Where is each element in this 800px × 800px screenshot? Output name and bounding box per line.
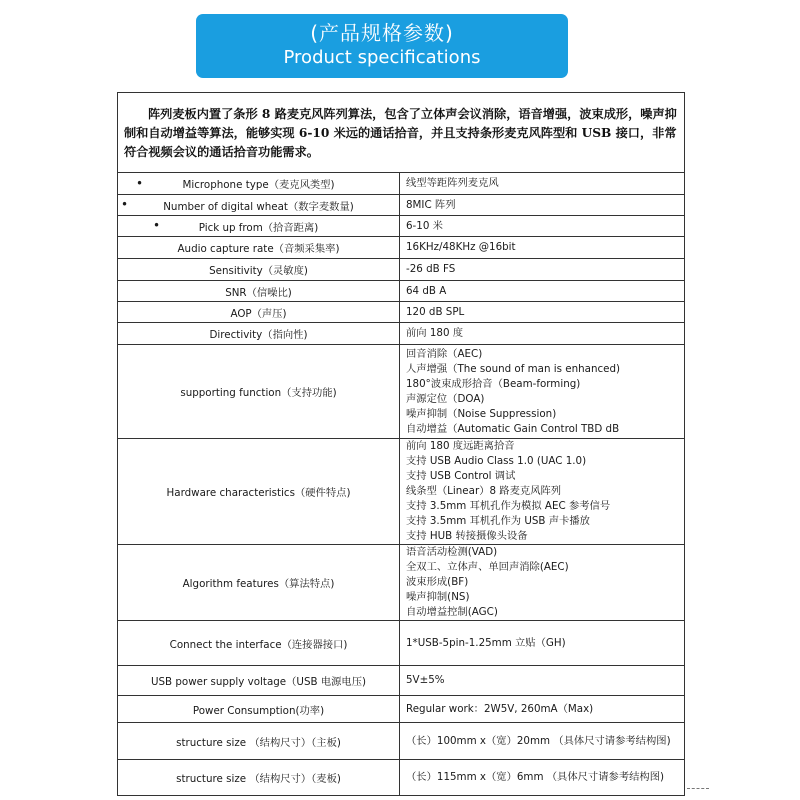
spec-value-line: 声源定位（DOA)	[406, 392, 485, 405]
spec-value	[400, 259, 685, 281]
spec-label	[118, 173, 400, 195]
spec-label	[118, 723, 400, 760]
spec-value-line: 8MIC 阵列	[406, 198, 456, 211]
spec-row	[118, 281, 685, 302]
spec-row	[118, 723, 685, 760]
spec-row	[118, 621, 685, 666]
spec-label	[118, 281, 400, 302]
spec-value	[400, 195, 685, 216]
spec-label-text: Number of digital wheat（数字麦数量)	[163, 200, 354, 213]
spec-value-line: （长）115mm x（宽）6mm （具体尺寸请参考结构图)	[406, 771, 665, 783]
spec-value-line: 自动增益（Automatic Gain Control TBD dB	[406, 422, 620, 435]
spec-row	[118, 696, 685, 723]
spec-value-line: 自动增益控制(AGC)	[406, 606, 498, 618]
spec-value-line: 语音活动检测(VAD)	[406, 546, 498, 558]
spec-row	[118, 195, 685, 216]
spec-label	[118, 302, 400, 323]
spec-value	[400, 173, 685, 195]
spec-label	[118, 195, 400, 216]
spec-label-text: structure size （结构尺寸）（麦板)	[176, 773, 341, 785]
spec-label	[118, 439, 400, 545]
spec-label	[118, 345, 400, 439]
bullet-icon: •	[121, 197, 129, 212]
page-edge-mark	[687, 788, 709, 789]
spec-value-line: 6-10 米	[406, 219, 443, 232]
spec-value-line: 64 dB A	[406, 284, 447, 297]
spec-label-text: Directivity（指向性)	[209, 329, 308, 341]
spec-row	[118, 666, 685, 696]
spec-value-line: 16KHz/48KHz @16bit	[406, 241, 516, 253]
spec-value-line: 噪声抑制(NS)	[406, 591, 470, 603]
spec-value-line: 180°波束成形拾音（Beam-forming)	[406, 377, 581, 390]
spec-label	[118, 216, 400, 237]
spec-value-line: 支持 3.5mm 耳机孔作为 USB 声卡播放	[406, 515, 590, 527]
spec-value-line: 支持 HUB 转接摄像头设备	[406, 530, 528, 542]
spec-label-text: Algorithm features（算法特点)	[182, 578, 335, 590]
title-chinese: (产品规格参数)	[310, 21, 454, 45]
spec-value	[400, 281, 685, 302]
spec-row	[118, 545, 685, 621]
spec-value	[400, 323, 685, 345]
spec-row	[118, 173, 685, 195]
spec-row	[118, 345, 685, 439]
spec-row	[118, 302, 685, 323]
spec-value	[400, 439, 685, 545]
spec-label-text: SNR（信噪比)	[225, 286, 292, 299]
spec-value-line: 噪声抑制（Noise Suppression)	[406, 407, 557, 420]
intro-paragraph: 阵列麦板内置了条形 8 路麦克风阵列算法，包含了立体声会议消除，语音增强，波束成形，噪声抑制和自动增益等算法，能够实现 6-10 米远的通话拾音，并且支持条形麦克风阵型和 USB 接口，非常符合视频会议的通话拾音功能需求。	[117, 92, 685, 172]
spec-value-line: 线条型（Linear）8 路麦克风阵列	[406, 485, 562, 497]
spec-value-line: 支持 3.5mm 耳机孔作为模拟 AEC 参考信号	[406, 500, 611, 512]
spec-value-line: 5V±5%	[406, 674, 445, 686]
spec-label	[118, 545, 400, 621]
spec-label	[118, 666, 400, 696]
spec-label-text: supporting function（支持功能)	[180, 387, 337, 399]
spec-value-line: -26 dB FS	[406, 263, 456, 275]
spec-value	[400, 302, 685, 323]
spec-value	[400, 621, 685, 666]
spec-value-line: 前向 180 度	[406, 327, 464, 339]
spec-table	[117, 172, 685, 796]
spec-label-text: Connect the interface（连接器接口)	[169, 638, 348, 651]
spec-value-line: 120 dB SPL	[406, 305, 465, 318]
spec-label-text: USB power supply voltage（USB 电源电压)	[150, 676, 367, 688]
spec-label	[118, 323, 400, 345]
spec-value-line: 回音消除（AEC)	[406, 347, 483, 360]
spec-label	[118, 760, 400, 796]
title-english: Product specifications	[283, 47, 481, 68]
spec-value	[400, 237, 685, 259]
spec-value-line: Regular work：2W5V, 260mA（Max)	[406, 702, 594, 715]
spec-label-text: Microphone type（麦克风类型)	[182, 179, 335, 191]
title-banner	[196, 14, 568, 78]
spec-value	[400, 545, 685, 621]
bullet-icon: •	[136, 175, 144, 190]
spec-label-text: Pick up from（拾音距离)	[198, 221, 319, 234]
spec-label-text: AOP（声压)	[230, 307, 287, 320]
spec-row	[118, 259, 685, 281]
spec-value-line: 支持 USB Control 调试	[406, 470, 516, 482]
spec-row	[118, 760, 685, 796]
spec-value-line: 1*USB-5pin-1.25mm 立贴（GH)	[406, 636, 566, 649]
spec-value-line: 人声增强（The sound of man is enhanced)	[406, 362, 621, 375]
spec-row	[118, 323, 685, 345]
spec-label-text: Power Consumption(功率)	[192, 704, 325, 717]
spec-row	[118, 216, 685, 237]
spec-row	[118, 439, 685, 545]
spec-value-line: 波束形成(BF)	[406, 576, 469, 588]
spec-label-text: Hardware characteristics（硬件特点)	[166, 487, 351, 499]
spec-row	[118, 237, 685, 259]
spec-value	[400, 723, 685, 760]
spec-value	[400, 216, 685, 237]
spec-label	[118, 237, 400, 259]
spec-label	[118, 696, 400, 723]
spec-value-line: 支持 USB Audio Class 1.0 (UAC 1.0)	[406, 455, 587, 467]
spec-label	[118, 621, 400, 666]
spec-value	[400, 345, 685, 439]
spec-value	[400, 666, 685, 696]
spec-label	[118, 259, 400, 281]
spec-label-text: structure size （结构尺寸）（主板)	[176, 736, 341, 749]
spec-value-line: （长）100mm x（宽）20mm （具体尺寸请参考结构图)	[406, 734, 671, 747]
bullet-icon: •	[153, 218, 161, 233]
spec-value	[400, 696, 685, 723]
spec-label-text: Sensitivity（灵敏度)	[209, 265, 308, 277]
spec-label-text: Audio capture rate（音频采集率)	[177, 243, 340, 255]
spec-value-line: 线型等距阵列麦克风	[406, 177, 499, 189]
spec-value	[400, 760, 685, 796]
spec-value-line: 全双工、立体声、单回声消除(AEC)	[406, 561, 569, 573]
spec-value-line: 前向 180 度远距离拾音	[406, 440, 515, 452]
